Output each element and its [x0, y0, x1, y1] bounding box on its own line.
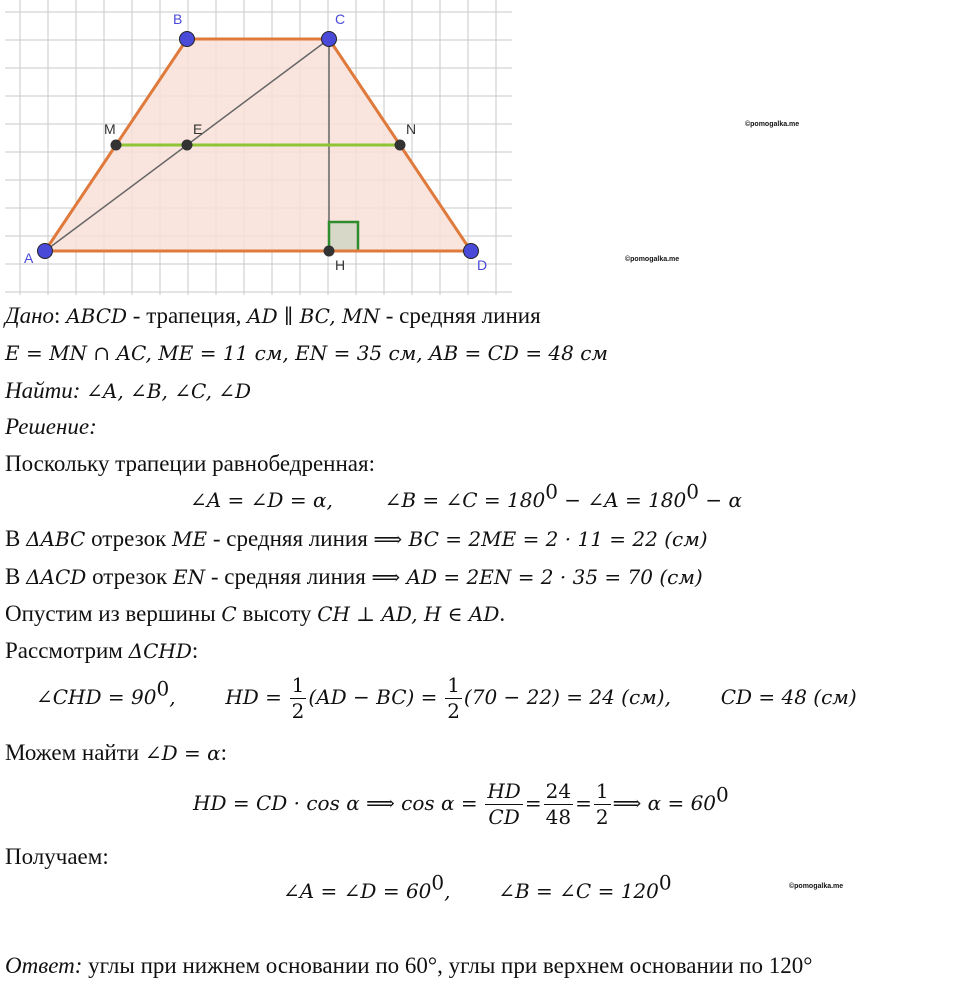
answer-line — [5, 951, 812, 981]
degree: 0 — [431, 870, 445, 895]
text: Можем найти — [5, 740, 145, 765]
point-e — [182, 140, 193, 151]
fraction-hd-cd — [485, 779, 522, 830]
answer-text: углы при нижнем основании по 60°, углы при верхнем основании по 120° — [82, 953, 813, 978]
denominator: 2 — [291, 699, 305, 724]
watermark: ©pomogalka.me — [789, 883, 844, 890]
math: , — [444, 879, 451, 903]
watermark: ©pomogalka.me — [745, 121, 800, 128]
label-h: H — [335, 257, 346, 273]
text: высоту — [236, 601, 318, 626]
text: - средняя линия — [379, 303, 541, 328]
text: - средняя линия — [205, 564, 372, 589]
math: , — [169, 685, 176, 709]
given-line-2: E = MN ∩ AC, ME = 11 см, EN = 35 см, AB = CD = 48 см — [5, 341, 609, 365]
math: EN — [172, 565, 206, 589]
math: ME — [172, 527, 208, 551]
vertex-a — [38, 244, 53, 259]
label-m: M — [104, 121, 116, 137]
given-line-1: Дано: ABCD - трапеция, AD ∥ BC, MN - средняя линия — [5, 303, 541, 328]
text: В — [5, 526, 27, 551]
denominator: 2 — [447, 699, 460, 724]
point-n — [395, 140, 406, 151]
text: - средняя линия — [207, 526, 374, 551]
math: (AD − BC) = — [308, 685, 438, 709]
label-n: N — [406, 121, 417, 137]
fraction-1-2 — [594, 779, 611, 830]
fraction-24-48 — [544, 779, 573, 830]
text: - трапеция, — [127, 303, 248, 328]
math: ∠B = ∠C = 120 — [498, 879, 659, 903]
numerator: 1 — [447, 673, 460, 698]
fraction-one-half — [290, 673, 307, 724]
text: Рассмотрим — [5, 638, 129, 663]
trapezoid-figure — [0, 0, 512, 295]
degree: 0 — [686, 479, 699, 504]
chd-equation — [36, 667, 857, 727]
math: ΔABC — [26, 527, 86, 551]
numerator: 1 — [291, 673, 305, 698]
numerator: HD — [487, 779, 521, 804]
given-label: Дано — [5, 303, 55, 328]
denominator: CD — [488, 805, 520, 830]
math: = — [575, 791, 592, 815]
label-d: D — [477, 257, 488, 273]
degree: 0 — [716, 782, 729, 807]
degree: 0 — [658, 870, 672, 895]
consider-line — [5, 636, 198, 666]
denominator: 2 — [595, 805, 609, 830]
vertex-b — [180, 32, 195, 47]
isosceles-line: Поскольку трапеции равнобедренная: — [5, 451, 375, 476]
right-angle-mark — [329, 222, 358, 251]
math: (70 − 22) = 24 (см), — [463, 685, 671, 709]
numerator: 24 — [545, 779, 572, 804]
math: ABCD — [66, 304, 128, 328]
math: − ∠A = 180 — [557, 488, 687, 512]
math: ⟹ AD = 2EN = 2 · 35 = 70 (см) — [371, 565, 703, 589]
height-line — [5, 599, 505, 629]
math: ∠D = α — [144, 741, 221, 765]
text: Опустим из вершины — [5, 601, 222, 626]
label-c: C — [335, 11, 346, 27]
denominator: 48 — [545, 805, 572, 830]
math: − α — [699, 488, 742, 512]
math: HD = CD · cos α ⟹ cos α = — [193, 791, 478, 815]
ad-line — [5, 562, 703, 592]
text: : — [220, 740, 228, 765]
math: C — [221, 602, 237, 626]
math: HD = — [225, 685, 282, 709]
math: ⟹ BC = 2ME = 2 · 11 = 22 (см) — [373, 527, 708, 551]
label-e: E — [193, 121, 203, 137]
label-a: A — [24, 250, 34, 266]
degree: 0 — [545, 479, 558, 504]
math: ∠A = ∠D = α, — [190, 488, 333, 512]
numerator: 1 — [595, 779, 609, 804]
math: = — [524, 791, 542, 815]
text: : — [191, 638, 199, 663]
math: ∠A = ∠D = 60 — [283, 879, 432, 903]
watermark: ©pomogalka.me — [625, 256, 680, 263]
math: CD = 48 (см) — [720, 685, 857, 709]
text: . — [499, 601, 506, 626]
find-line — [5, 376, 251, 406]
math: ⟹ α = 60 — [612, 791, 717, 815]
answer-label: Ответ: — [5, 953, 83, 978]
text: отрезок — [86, 564, 173, 589]
vertex-c — [322, 32, 337, 47]
degree: 0 — [156, 676, 170, 701]
result-heading: Получаем: — [5, 844, 109, 869]
math: ΔACD — [26, 565, 87, 589]
math: ∠CHD = 90 — [36, 685, 157, 709]
fraction-one-half — [445, 673, 462, 724]
math: AD ∥ BC, MN — [247, 304, 380, 328]
result-equation — [283, 870, 672, 906]
math: CH ⊥ AD, H ∈ AD — [317, 602, 500, 626]
text: В — [5, 564, 27, 589]
math: ΔCHD — [128, 639, 192, 663]
text: отрезок — [85, 526, 173, 551]
label-b: B — [173, 11, 183, 27]
math: ∠A, ∠B, ∠C, ∠D — [86, 379, 252, 403]
find-label: Найти: — [5, 378, 87, 403]
cos-equation — [193, 771, 729, 835]
point-m — [111, 140, 122, 151]
angles-equation — [190, 479, 742, 515]
solution-heading: Решение: — [5, 414, 97, 439]
point-h — [324, 246, 335, 257]
math: ∠B = ∠C = 180 — [384, 488, 546, 512]
bc-line — [5, 524, 708, 554]
find-d-line — [5, 738, 227, 768]
